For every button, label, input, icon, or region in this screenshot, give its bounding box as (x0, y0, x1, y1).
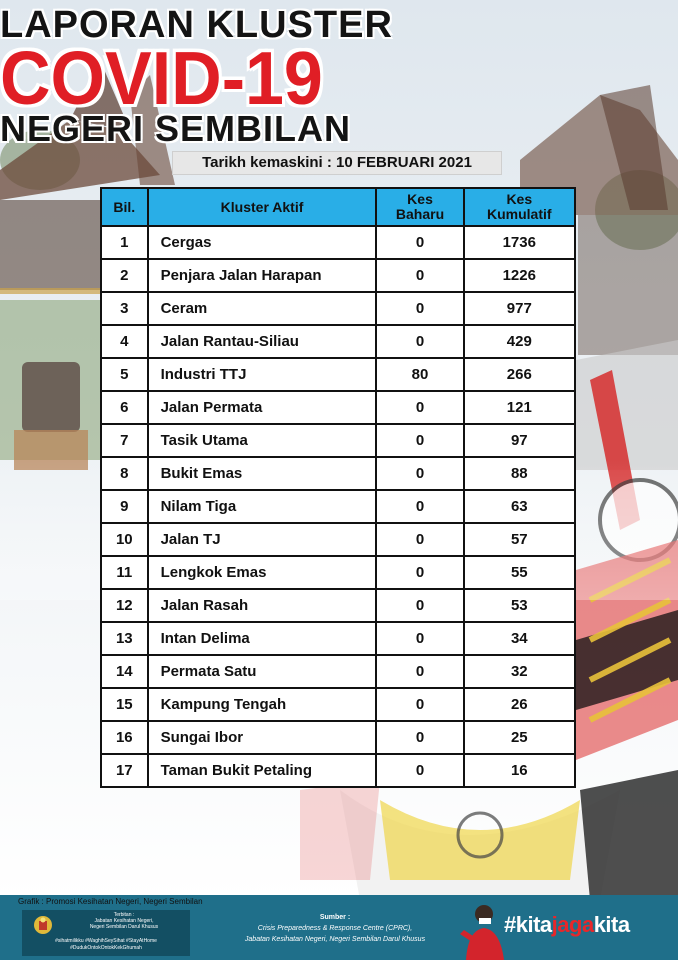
hashtags-line2: #DudukOntokOntokKekGhumah (70, 945, 142, 951)
row-no: 14 (101, 655, 148, 688)
table-row (101, 292, 575, 325)
row-no: 16 (101, 721, 148, 754)
campaign-hashtag (504, 912, 630, 938)
row-no: 17 (101, 754, 148, 787)
title-line-1: LAPORAN KLUSTER (0, 4, 393, 46)
row-new: 0 (376, 721, 463, 754)
graphic-credit: Grafik : Promosi Kesihatan Negeri, Negeri Sembilan (18, 897, 203, 906)
row-no: 12 (101, 589, 148, 622)
row-no: 15 (101, 688, 148, 721)
header-cum-line2: Kumulatif (487, 206, 552, 222)
row-new: 0 (376, 556, 463, 589)
ministry-crest-icon (30, 914, 56, 936)
hashtags (24, 938, 188, 952)
row-name: Lengkok Emas (148, 556, 377, 589)
table-row (101, 523, 575, 556)
row-no: 5 (101, 358, 148, 391)
row-cum: 25 (464, 721, 575, 754)
row-new: 80 (376, 358, 463, 391)
row-new: 0 (376, 523, 463, 556)
publisher-text (62, 912, 186, 930)
table-row (101, 556, 575, 589)
row-new: 0 (376, 490, 463, 523)
source-text (200, 912, 470, 945)
header-no: Bil. (101, 188, 148, 226)
table-row (101, 754, 575, 787)
row-name: Jalan Rasah (148, 589, 377, 622)
update-date: Tarikh kemaskini : 10 FEBRUARI 2021 (172, 151, 502, 175)
row-name: Jalan Permata (148, 391, 377, 424)
row-cum: 977 (464, 292, 575, 325)
row-new: 0 (376, 589, 463, 622)
hashtag-part-3: kita (593, 912, 630, 937)
source-line1: Crisis Preparedness & Response Centre (CPRC), (257, 925, 413, 932)
row-no: 11 (101, 556, 148, 589)
table-row (101, 622, 575, 655)
table-row (101, 457, 575, 490)
row-cum: 34 (464, 622, 575, 655)
row-name: Industri TTJ (148, 358, 377, 391)
row-cum: 429 (464, 325, 575, 358)
row-name: Taman Bukit Petaling (148, 754, 377, 787)
table-row (101, 424, 575, 457)
row-new: 0 (376, 391, 463, 424)
row-cum: 266 (464, 358, 575, 391)
row-name: Ceram (148, 292, 377, 325)
row-no: 3 (101, 292, 148, 325)
table-header-row (101, 188, 575, 226)
header-cum-line1: Kes (506, 191, 533, 207)
cluster-table (100, 187, 576, 788)
row-new: 0 (376, 292, 463, 325)
header-cumulative (464, 188, 575, 226)
row-name: Penjara Jalan Harapan (148, 259, 377, 292)
row-cum: 88 (464, 457, 575, 490)
row-no: 6 (101, 391, 148, 424)
row-cum: 63 (464, 490, 575, 523)
hashtag-part-2: jaga (551, 912, 594, 937)
header-name: Kluster Aktif (148, 188, 377, 226)
table-row (101, 358, 575, 391)
publisher-state: Negeri Sembilan Darul Khusus (89, 924, 159, 930)
row-new: 0 (376, 622, 463, 655)
row-no: 1 (101, 226, 148, 259)
header-new-line1: Kes (407, 191, 433, 207)
row-cum: 1736 (464, 226, 575, 259)
row-name: Cergas (148, 226, 377, 259)
table-row (101, 655, 575, 688)
row-no: 4 (101, 325, 148, 358)
row-no: 10 (101, 523, 148, 556)
table-row (101, 490, 575, 523)
row-name: Permata Satu (148, 655, 377, 688)
row-name: Intan Delima (148, 622, 377, 655)
source-label: Sumber : (319, 914, 351, 921)
source-line2: Jabatan Kesihatan Negeri, Negeri Sembilan Darul Khusus (244, 936, 426, 943)
hashtag-part-1: #kita (504, 912, 552, 937)
publisher-name: Jabatan Kesihatan Negeri, (94, 918, 154, 924)
table-row (101, 391, 575, 424)
row-name: Bukit Emas (148, 457, 377, 490)
row-no: 13 (101, 622, 148, 655)
row-new: 0 (376, 325, 463, 358)
table-row (101, 688, 575, 721)
row-new: 0 (376, 259, 463, 292)
row-name: Jalan TJ (148, 523, 377, 556)
row-name: Nilam Tiga (148, 490, 377, 523)
row-name: Jalan Rantau-Siliau (148, 325, 377, 358)
row-name: Kampung Tengah (148, 688, 377, 721)
hashtags-line1: #sihatmilikku #WaghihSeySihat #StayAtHome (55, 938, 157, 944)
table-row (101, 259, 575, 292)
row-name: Sungai Ibor (148, 721, 377, 754)
row-new: 0 (376, 688, 463, 721)
row-cum: 97 (464, 424, 575, 457)
table-row (101, 226, 575, 259)
row-name: Tasik Utama (148, 424, 377, 457)
table-row (101, 325, 575, 358)
table-row (101, 721, 575, 754)
row-cum: 32 (464, 655, 575, 688)
row-no: 2 (101, 259, 148, 292)
row-new: 0 (376, 226, 463, 259)
row-new: 0 (376, 424, 463, 457)
header-new-line2: Baharu (395, 206, 445, 222)
publisher-label: Terbitan : (113, 912, 135, 918)
row-new: 0 (376, 457, 463, 490)
person-illustration-icon (452, 898, 512, 960)
row-no: 9 (101, 490, 148, 523)
header-new (376, 188, 463, 226)
row-no: 7 (101, 424, 148, 457)
row-cum: 16 (464, 754, 575, 787)
table-row (101, 589, 575, 622)
row-new: 0 (376, 754, 463, 787)
row-cum: 57 (464, 523, 575, 556)
title-state: NEGERI SEMBILAN (0, 108, 352, 149)
row-cum: 1226 (464, 259, 575, 292)
row-cum: 121 (464, 391, 575, 424)
row-cum: 55 (464, 556, 575, 589)
row-cum: 26 (464, 688, 575, 721)
row-cum: 53 (464, 589, 575, 622)
title-covid: COVID-19 (0, 35, 323, 121)
row-new: 0 (376, 655, 463, 688)
row-no: 8 (101, 457, 148, 490)
